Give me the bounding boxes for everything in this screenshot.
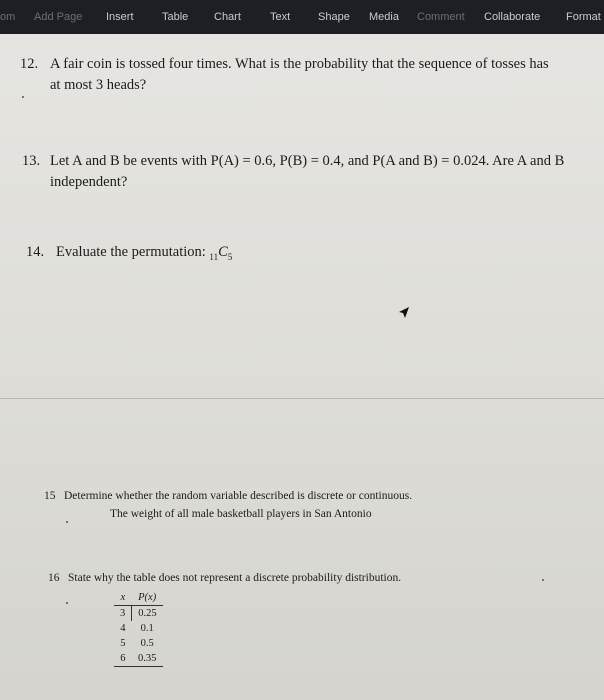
question-number: 12. [20, 56, 39, 72]
table-row [114, 636, 163, 651]
table-cell-x: 3 [114, 606, 132, 622]
question-13 [22, 151, 602, 195]
table-cell-px: 0.25 [138, 608, 157, 619]
stray-dot [22, 96, 24, 98]
page-divider [0, 398, 604, 399]
stray-dot [542, 579, 544, 581]
question-14 [26, 242, 586, 266]
table-header-px: P(x) [132, 590, 163, 606]
question-text: A fair coin is tossed four times. What is the probability that the sequence of tosses has [50, 56, 549, 72]
toolbar-add-page-button[interactable]: Add Page [34, 11, 83, 23]
toolbar-media-button[interactable]: Media [369, 11, 399, 23]
table-cell-px: 0.35 [132, 651, 163, 667]
app-toolbar [0, 0, 604, 34]
table-header-x: x [114, 590, 132, 606]
table-row [114, 621, 163, 636]
toolbar-collaborate-button[interactable]: Collaborate [484, 11, 541, 23]
toolbar-table-button[interactable]: Table [162, 11, 189, 23]
toolbar-item-zoom[interactable]: om [0, 11, 16, 23]
table-cell-x: 5 [120, 638, 126, 649]
permutation-symbol: C [218, 244, 228, 260]
toolbar-text-button[interactable]: Text [270, 11, 291, 23]
question-text: independent? [50, 174, 128, 190]
mouse-cursor-icon [398, 306, 410, 320]
question-text: Let A and B be events with P(A) = 0.6, P(B) = 0.4, and P(A and B) = 0.024. Are A and B [50, 153, 565, 169]
toolbar-shape-button[interactable]: Shape [318, 11, 350, 23]
question-text: The weight of all male basketball players in San Antonio [110, 508, 372, 520]
table-row [114, 606, 163, 622]
question-15 [44, 488, 564, 524]
stray-dot [66, 521, 68, 523]
question-number: 13. [22, 153, 41, 169]
probability-table [114, 590, 163, 667]
toolbar-insert-button[interactable]: Insert [106, 11, 134, 23]
table-cell-x: 6 [114, 651, 132, 667]
question-number: 15 [44, 490, 56, 502]
table-row [114, 651, 163, 667]
permutation-r: 5 [227, 251, 233, 262]
table-cell-px: 0.1 [140, 623, 154, 634]
question-number: 14. [26, 244, 45, 260]
table-cell-x: 4 [120, 623, 126, 634]
document-page [0, 34, 604, 700]
question-number: 16 [48, 572, 60, 584]
question-16 [48, 570, 548, 588]
question-text-main: Evaluate the permutation: [56, 244, 210, 260]
toolbar-format-button[interactable]: Format [566, 11, 601, 23]
question-12 [20, 54, 600, 98]
permutation-n: 11 [209, 251, 219, 262]
table-cell-px: 0.5 [140, 638, 154, 649]
toolbar-comment-button[interactable]: Comment [417, 11, 465, 23]
question-text: State why the table does not represent a discrete probability distribution. [68, 572, 402, 584]
toolbar-chart-button[interactable]: Chart [214, 11, 241, 23]
table-header-row [114, 590, 163, 606]
question-text: Determine whether the random variable described is discrete or continuous. [64, 490, 413, 502]
question-text: at most 3 heads? [50, 77, 147, 93]
question-text [56, 242, 232, 268]
stray-dot [66, 602, 68, 604]
